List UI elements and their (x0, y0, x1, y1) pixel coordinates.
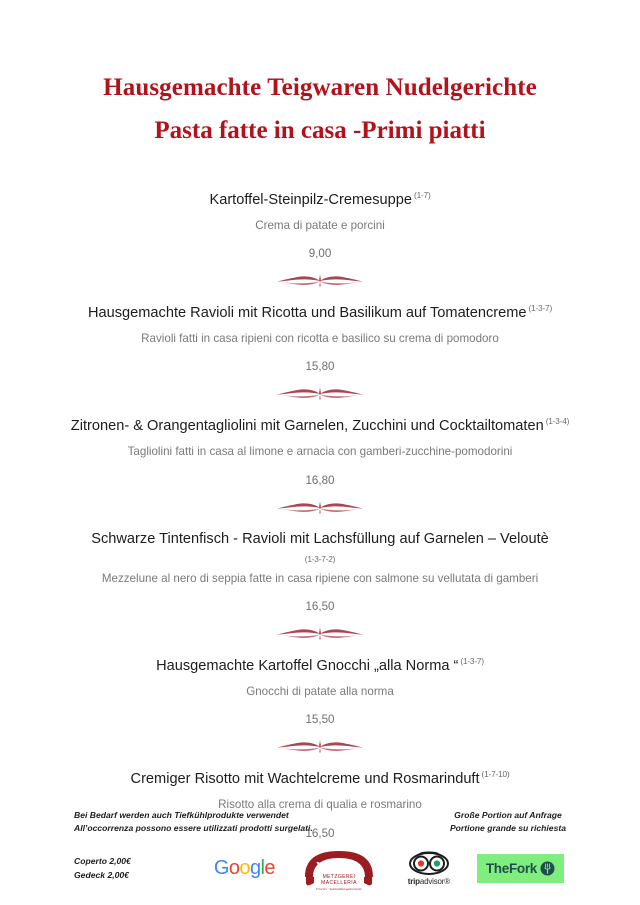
footer-notes (74, 809, 566, 835)
flourish-ornament-icon (274, 739, 366, 755)
ornament-divider (0, 626, 640, 642)
flourish-ornament-icon (274, 626, 366, 642)
flourish-ornament-icon (274, 500, 366, 516)
thefork-logo[interactable] (477, 854, 564, 883)
dish-name-italian: Ravioli fatti in casa ripieni con ricotta e basilico su crema di pomodoro (141, 332, 499, 346)
allergen-code: (1-3-7-2) (304, 553, 336, 564)
frozen-products-note-german: Bei Bedarf werden auch Tiefkühlprodukte verwendet (74, 810, 289, 820)
tripadvisor-logo-text: tripadvisor® (407, 877, 450, 887)
allergen-code: (1-3-7) (528, 303, 553, 314)
dish-item (0, 415, 640, 486)
dish-price: 15,80 (305, 360, 335, 374)
partner-logos (170, 847, 566, 891)
coperto-charge: Coperto 2,00€ (74, 856, 131, 867)
dish-name-italian: Crema di patate e porcini (255, 219, 385, 233)
dish-name-german: Cremiger Risotto mit Wachtelcreme und Rosmarinduft $^{(1-7-10)}$ (130, 769, 510, 788)
google-logo-letter: g (249, 857, 261, 880)
large-portion-note-italian: Portione grande su richiesta (449, 822, 566, 833)
allergen-code: (1-3-4) (545, 416, 570, 427)
footer-bottom (74, 847, 566, 891)
dish-name-german: Kartoffel-Steinpilz-Cremesuppe $^{(1-7)}$ (209, 190, 431, 208)
dish-name-german: Hausgemachte Ravioli mit Ricotta und Basilikum auf Tomatencreme $^{(1-3-7)}$ (87, 303, 553, 322)
dish-list (0, 189, 640, 905)
google-logo-letter: l (260, 857, 265, 880)
large-portion-note-german: Große Portion auf Anfrage (454, 810, 562, 820)
dish-price: 9,00 (308, 247, 332, 261)
menu-title-german: Hausgemachte Teigwaren Nudelgerichte (103, 74, 537, 101)
flourish-ornament-icon (274, 386, 366, 402)
walzl-logo-line3: Frischer · Spezialitätengastronomie (316, 886, 362, 891)
dish-item (0, 189, 640, 260)
frozen-products-note-italian: All’occorrenza possono essere utilizzati prodotti surgelati. (74, 822, 313, 833)
walzl-logo[interactable] (297, 847, 381, 891)
walzl-logo-line2: MACELLERIA (321, 879, 357, 886)
gedeck-charge: Gedeck 2,00€ (74, 869, 129, 880)
google-logo-letter: o (239, 857, 250, 880)
walzl-butcher-emblem-icon (297, 847, 381, 891)
ornament-divider (0, 739, 640, 755)
dish-name-italian: Tagliolini fatti in casa al limone e arnacia con gamberi-zucchine-pomodorini (127, 445, 513, 459)
dish-name-italian: Risotto alla crema di qualia e rosmarino (218, 798, 422, 812)
flourish-ornament-icon (274, 273, 366, 289)
menu-header (0, 0, 640, 147)
menu-title-italian: Pasta fatte in casa -Primi piatti (154, 117, 486, 144)
dish-price: 16,50 (305, 600, 335, 614)
google-logo-letter: o (228, 857, 240, 880)
dish-item (0, 655, 640, 726)
google-logo-letter: G (213, 857, 229, 880)
thefork-logo-text: TheFork (485, 861, 537, 877)
menu-footer (0, 809, 640, 905)
allergen-code: (1-3-7) (460, 656, 484, 667)
thefork-fork-circle-icon (540, 861, 555, 876)
walzl-logo-name: WALZL (315, 859, 362, 872)
walzl-logo-line1: METZGEREI (322, 873, 356, 880)
dish-name-italian: Mezzelune al nero di seppia fatte in casa ripiene con salmone su vellutata di gamberi (101, 571, 539, 585)
tripadvisor-owl-icon (409, 851, 449, 876)
large-portion-note (450, 809, 566, 835)
cover-charges (74, 855, 170, 882)
dish-item (0, 529, 640, 613)
dish-name-german: Hausgemachte Kartoffel Gnocchi „alla Norma “ $^{(1-3-7)}$ (156, 656, 484, 674)
dish-name-german: Zitronen- & Orangentagliolini mit Garnelen, Zucchini und Cocktailtomaten $^{(1-3-4)}$ (70, 416, 570, 435)
frozen-products-note (74, 809, 313, 835)
dish-name-italian: Gnocchi di patate alla norma (246, 685, 394, 699)
ornament-divider (0, 273, 640, 289)
dish-price: 15,50 (305, 713, 335, 727)
ornament-divider (0, 386, 640, 402)
google-logo-letter: e (264, 857, 275, 880)
dish-price: 16,80 (305, 473, 335, 487)
google-logo[interactable] (214, 857, 275, 880)
dish-name-german: Schwarze Tintenfisch - Ravioli mit Lachsfüllung auf Garnelen – Veloutè (91, 530, 549, 547)
allergen-code: (1-7) (414, 190, 431, 200)
dish-price: 16,50 (305, 826, 335, 840)
allergen-code: (1-7-10) (481, 769, 510, 780)
tripadvisor-logo[interactable] (403, 851, 455, 886)
ornament-divider (0, 500, 640, 516)
dish-item (0, 302, 640, 373)
